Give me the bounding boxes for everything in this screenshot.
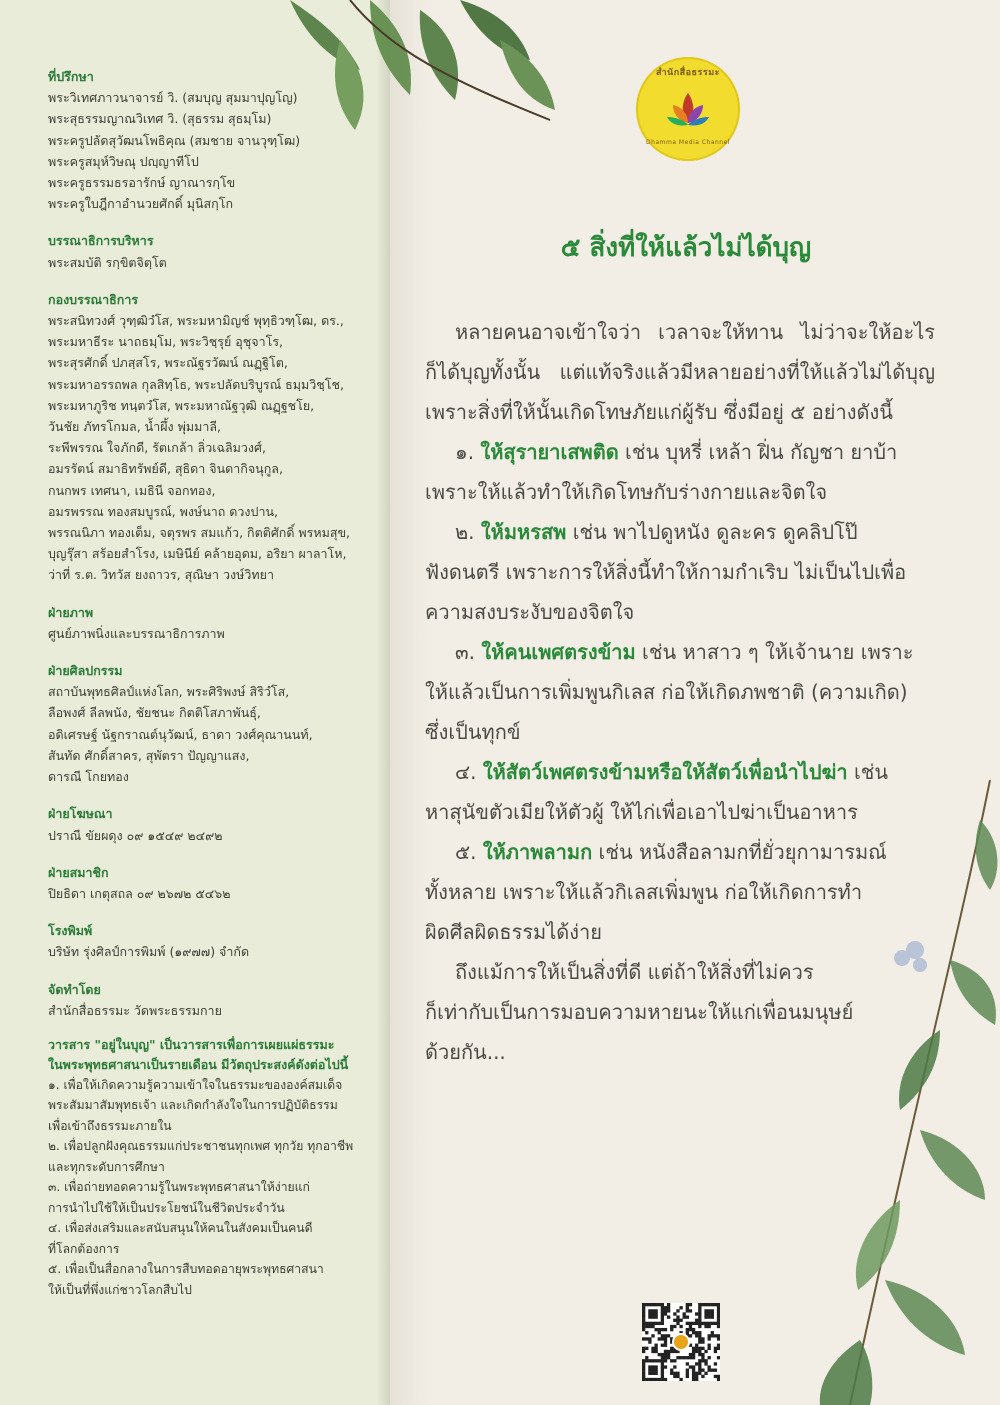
credit-line: อดิเศรษฐ์ นัฐกราณต์นุวัฒน์, ธาดา วงศ์คุณานนท์,: [48, 726, 313, 742]
credit-section-heading: ฝ่ายโฆษณา: [48, 806, 113, 822]
list-item-line: ทั้งหลาย เพราะให้แล้วกิเลสเพิ่มพูน ก่อให้เกิดการทำ: [425, 880, 863, 904]
purpose-block: [48, 1035, 378, 1301]
credit-section-heading: กองบรรณาธิการ: [48, 291, 139, 307]
sidebar-shadow: [376, 0, 390, 1405]
purpose-title-1: วารสาร "อยู่ในบุญ" เป็นวารสารเพื่อการเผยแผ่ธรรมะ: [48, 1036, 335, 1052]
credit-line: พรรณนิภา ทองเต็ม, จตุรพร สมแก้ว, กิตติศักดิ์ พรหมสุข,: [48, 525, 350, 541]
purpose-item-line: ให้เป็นที่พึ่งแก่ชาวโลกสืบไป: [48, 1282, 192, 1297]
credit-line: ปิยธิดา เกตุสถล ๐๙ ๒๖๗๒ ๕๔๖๒: [48, 885, 231, 901]
list-item-text: เช่น หนังสือลามกที่ยั่วยุกามารมณ์: [592, 840, 887, 864]
list-item: [425, 512, 935, 632]
list-item-heading: ให้มหรสพ: [480, 520, 567, 544]
closing-line: ถึงแม้การให้เป็นสิ่งที่ดี แต่ถ้าให้สิ่งที่ไม่ควร: [455, 960, 814, 984]
list-item-heading: ให้สัตว์เพศตรงข้ามหรือให้สัตว์เพื่อนำไปฆ่า: [482, 760, 848, 784]
credit-line: พระสุธรรมญาณวิเทศ วิ. (สุธรรม สุธมฺโม): [48, 111, 272, 127]
list-item-first-line: [425, 752, 935, 792]
list-item-heading: ให้คนเพศตรงข้าม: [481, 640, 636, 664]
qr-code[interactable]: [642, 1303, 720, 1381]
list-item-heading: ให้ภาพลามก: [482, 840, 593, 864]
credit-section-heading: ที่ปรึกษา: [48, 69, 94, 84]
credit-section: [48, 602, 378, 644]
credit-section-heading: ฝ่ายศิลปกรรม: [48, 663, 123, 679]
list-item-line: ความสงบระงับของจิตใจ: [425, 600, 635, 624]
credit-line: พระครูสมุห์วิษณุ ปญฺญาทีโป: [48, 153, 199, 169]
purpose-item-line: เพื่อเข้าถึงธรรมะภายใน: [48, 1118, 172, 1133]
credit-line: พระสุรศักดิ์ ปภสฺสโร, พระณัฐรวัฒน์ ณฏฺฐิโต,: [48, 355, 288, 371]
lotus-icon: [663, 85, 713, 135]
credit-line: ลือพงศ์ ลีลพนัง, ชัยชนะ กิตติโสภาพันธุ์,: [48, 705, 261, 721]
article-title: ๕ สิ่งที่ให้แล้วไม่ได้บุญ: [560, 233, 812, 263]
credit-line: พระครูใบฎีกาอำนวยศักดิ์ มุนิสกฺโก: [48, 196, 234, 212]
list-item-text: เช่น: [847, 760, 889, 784]
closing-paragraph: [425, 952, 935, 1072]
credit-line: ว่าที่ ร.ต. วิทวัส ยงถาวร, สุณิษา วงษ์วิทยา: [48, 567, 275, 583]
list-item-first-line: [425, 832, 935, 872]
intro-line: เพราะสิ่งที่ให้นั้นเกิดโทษภัยแก่ผู้รับ ซึ่งมีอยู่ ๕ อย่างดังนี้: [425, 400, 893, 424]
credit-line: พระครูปลัดสุวัฒนโพธิคุณ (สมชาย จานวุฑฺโฒ): [48, 132, 301, 148]
list-item-text: เช่น พาไปดูหนัง ดูละคร ดูคลิปโป๊: [566, 520, 858, 544]
credit-section-heading: ฝ่ายสมาชิก: [48, 864, 109, 880]
list-item-line: เพราะให้แล้วทำให้เกิดโทษกับร่างกายและจิตใจ: [425, 480, 828, 504]
credit-line: สันทัด ศักดิ์สาคร, สุพัตรา ปัญญาแสง,: [48, 747, 250, 763]
logo-bottom-text: Dhamma Media Channel: [646, 139, 730, 146]
list-item-heading: ให้สุรายาเสพติด: [480, 440, 619, 464]
intro-line: ก็ได้บุญทั้งนั้น แต่แท้จริงแล้วมีหลายอย่างที่ให้แล้วไม่ได้บุญ: [425, 360, 935, 384]
credit-section-heading: บรรณาธิการบริหาร: [48, 233, 154, 249]
list-item-line: ผิดศีลผิดธรรมได้ง่าย: [425, 920, 603, 944]
leaves-decoration-top: [250, 0, 580, 150]
list-item-number: ๕.: [455, 840, 477, 864]
list-item: [425, 832, 935, 952]
purpose-item-line: ๓. เพื่อถ่ายทอดความรู้ในพระพุทธศาสนาให้ง่ายแก่: [48, 1180, 310, 1195]
credit-section: [48, 803, 378, 845]
list-item: [425, 632, 935, 752]
purpose-item-line: และทุกระดับการศึกษา: [48, 1159, 165, 1174]
purpose-item: [48, 1136, 378, 1177]
purpose-title-2: ในพระพุทธศาสนาเป็นรายเดือน มีวัตถุประสงค์ดังต่อไปนี้: [48, 1056, 349, 1072]
credit-line: ศูนย์ภาพนิ่งและบรรณาธิการภาพ: [48, 625, 225, 641]
credit-line: อมรพรรณ ทองสมบูรณ์, พงษ์นาถ ดวงปาน,: [48, 503, 279, 519]
purpose-item: [48, 1259, 378, 1300]
purpose-item: [48, 1177, 378, 1218]
logo-top-text: สำนักสื่อธรรมะ: [656, 68, 720, 78]
closing-line: ด้วยกัน...: [425, 1040, 506, 1064]
dhamma-media-logo: [636, 57, 740, 161]
list-item: [425, 432, 935, 512]
list-item-number: ๑.: [455, 440, 475, 464]
credit-section-heading: ฝ่ายภาพ: [48, 604, 94, 620]
credit-line: พระวิเทศภาวนาจารย์ วิ. (สมบุญ สุมมาปุญโญ): [48, 90, 298, 106]
purpose-item-line: พระสัมมาสัมพุทธเจ้า และเกิดกำลังใจในการปฏิบัติธรรม: [48, 1098, 338, 1113]
credit-line: พระมหาธีระ นาถธมฺโม, พระวิชฺรุย์ อุชุจาโร,: [48, 334, 284, 350]
purpose-item: [48, 1218, 378, 1259]
credit-line: ดารณี โกยทอง: [48, 769, 129, 785]
credit-section: [48, 862, 378, 904]
credit-line: บุญรุ๊สา สร้อยสำโรง, เมษินีย์ คล้ายอุดม, อริยา ผาลาโห,: [48, 546, 347, 562]
credit-line: บริษัท รุ่งศิลป์การพิมพ์ (๑๙๗๗) จำกัด: [48, 944, 250, 960]
credit-line: พระมหาภูริช ทนฺตวํโส, พระมหาณัฐวุฒิ ณฏฺฐชโย,: [48, 397, 315, 413]
credit-line: พระครูธรรมธรอารักษ์ ญาณารกฺโข: [48, 175, 236, 191]
list-item-first-line: [425, 632, 935, 672]
list-item-first-line: [425, 512, 935, 552]
credit-line: สำนักสื่อธรรมะ วัดพระธรรมกาย: [48, 1002, 222, 1018]
credit-section-heading: จัดทำโดย: [48, 981, 101, 997]
credit-line: อมรรัตน์ สมาธิทรัพย์ดี, สุธิดา จินดากิจนุกูล,: [48, 461, 283, 477]
credit-line: พระมหาอรรถพล กุลสิทฺโธ, พระปลัดบริบูรณ์ ธมฺมวิชฺโช,: [48, 376, 344, 392]
credit-section: [48, 230, 378, 272]
list-item-line: ให้แล้วเป็นการเพิ่มพูนกิเลส ก่อให้เกิดภพชาติ (ความเกิด): [425, 680, 908, 704]
credit-line: พระสมบัติ รกฺขิตจิตฺโต: [48, 254, 167, 270]
credit-section: [48, 660, 378, 787]
purpose-item-line: ๒. เพื่อปลูกฝังคุณธรรมแก่ประชาชนทุกเพศ ทุกวัย ทุกอาชีพ: [48, 1139, 354, 1154]
list-item-text: เช่น หาสาว ๆ ให้เจ้านาย เพราะ: [635, 640, 914, 664]
credit-section-heading: โรงพิมพ์: [48, 923, 93, 939]
list-item-line: หาสุนัขตัวเมียให้ตัวผู้ ให้ไก่เพื่อเอาไปฆ่าเป็นอาหาร: [425, 800, 858, 824]
list-item-number: ๔.: [455, 760, 477, 784]
list-item-number: ๓.: [455, 640, 476, 664]
purpose-item-line: ๕. เพื่อเป็นสื่อกลางในการสืบทอดอายุพระพุทธศาสนา: [48, 1262, 324, 1277]
purpose-item-line: ๔. เพื่อส่งเสริมและสนับสนุนให้คนในสังคมเป็นคนดี: [48, 1221, 313, 1236]
article-body: [425, 312, 935, 1072]
list-item-first-line: [425, 432, 935, 472]
list-item-line: ฟังดนตรี เพราะการให้สิ่งนี้ทำให้กามกำเริบ ไม่เป็นไปเพื่อ: [425, 560, 907, 584]
credit-line: วันชัย ภัทรโกมล, น้ำผึ้ง พุ่มมาลี,: [48, 419, 222, 435]
credit-line: พระสนิทวงศ์ วุฑฺฒิวํโส, พระมหามิญช์ พุทฺธิวฑฺโฒ, ดร.,: [48, 313, 344, 329]
list-item-text: เช่น บุหรี่ เหล้า ฝิ่น กัญชา ยาบ้า: [618, 440, 898, 464]
purpose-item-line: ๑. เพื่อให้เกิดความรู้ความเข้าใจในธรรมะขององค์สมเด็จ: [48, 1077, 343, 1092]
credit-line: สถาบันพุทธศิลป์แห่งโลก, พระศิริพงษ์ สิริวํโส,: [48, 684, 290, 700]
purpose-item-line: ที่โลกต้องการ: [48, 1241, 120, 1256]
credit-section: [48, 979, 378, 1021]
intro-line: หลายคนอาจเข้าใจว่า เวลาจะให้ทาน ไม่ว่าจะให้อะไร: [455, 320, 935, 344]
credit-section: [48, 920, 378, 962]
credit-line: ระพีพรรณ ใจภักดี, รัตเกล้า ลิ่วเฉลิมวงศ์,: [48, 440, 266, 456]
purpose-item: [48, 1075, 378, 1137]
intro-paragraph: [425, 312, 935, 432]
credit-line: ปราณี ขัยผดุง ๐๙ ๑๕๔๙ ๒๔๙๒: [48, 827, 223, 843]
credits-list: [48, 66, 378, 1300]
purpose-item-line: การนำไปใช้ให้เป็นประโยชน์ในชีวิตประจำวัน: [48, 1200, 285, 1215]
credit-section: [48, 289, 378, 586]
credit-line: กนกพร เทศนา, เมธินี จอกทอง,: [48, 482, 216, 498]
list-item-number: ๒.: [455, 520, 475, 544]
list-item-line: ซึ่งเป็นทุกข์: [425, 720, 521, 744]
list-item: [425, 752, 935, 832]
closing-line: ก็เท่ากับเป็นการมอบความหายนะให้แก่เพื่อนมนุษย์: [425, 1000, 854, 1024]
credits-sidebar: [0, 0, 390, 1405]
